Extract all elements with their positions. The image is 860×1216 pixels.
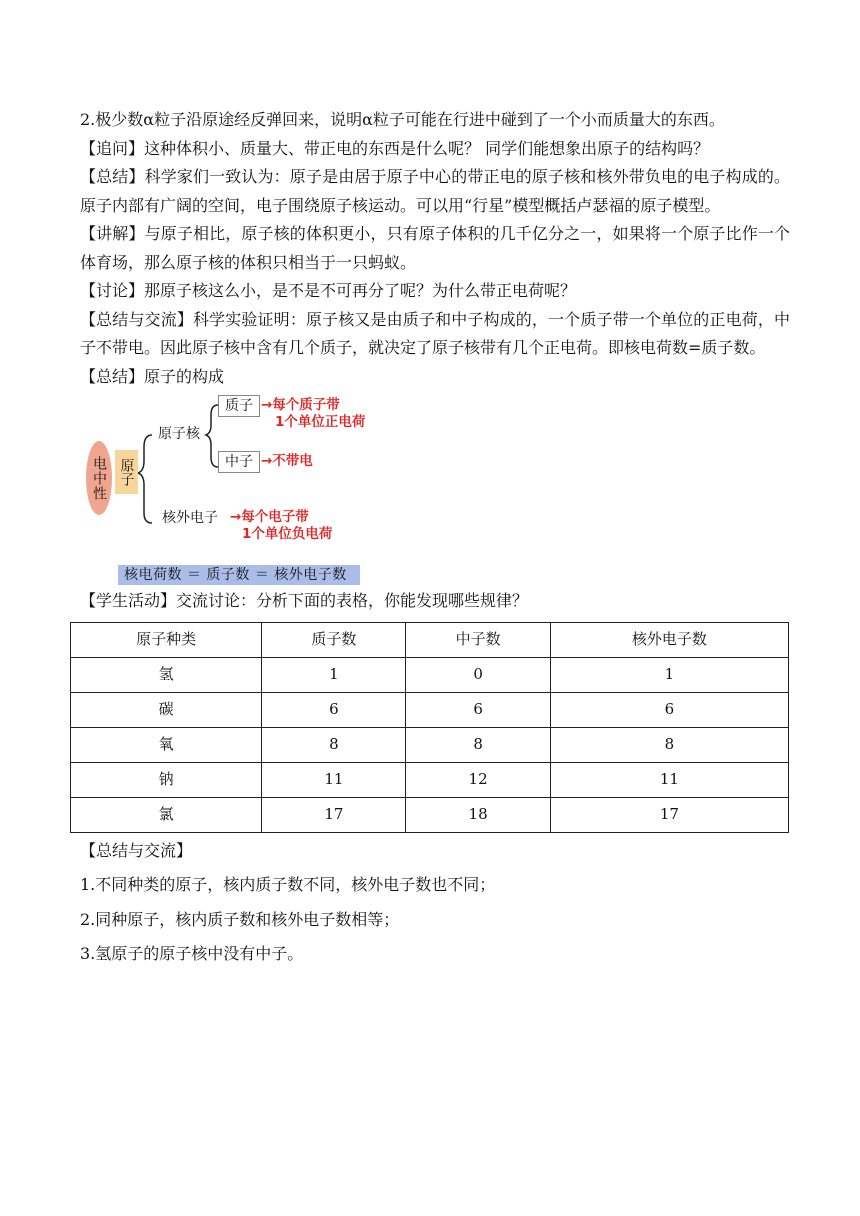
neutron-box: 中子 bbox=[218, 451, 260, 473]
table-cell: 6 bbox=[550, 692, 788, 727]
paragraph-6: 【总结与交流】科学实验证明：原子核又是由质子和中子构成的，一个质子带一个单位的正电荷，中子不带电。因此原子核中含有几个质子，就决定了原子核带有几个正电荷。即核电荷数=质子数。 bbox=[80, 309, 790, 357]
atom-structure-diagram bbox=[80, 395, 790, 585]
formula-bar: 核电荷数 ＝ 质子数 ＝ 核外电子数 bbox=[118, 565, 360, 585]
paragraph-3: 【总结】科学家们一致认为：原子是由居于原子中心的带正电的原子核和核外带负电的电子构成的。原子内部有广阔的空间，电子围绕原子核运动。可以用“行星”模型概括卢瑟福的原子模型。 bbox=[80, 167, 790, 215]
table-cell: 18 bbox=[406, 797, 550, 832]
neutron-note: →不带电 bbox=[261, 453, 313, 469]
electron-note-line1: →每个电子带 bbox=[230, 509, 309, 525]
table-cell: 碳 bbox=[71, 692, 262, 727]
tag-followup: 【追问】 bbox=[80, 138, 145, 158]
tag-explain: 【讲解】 bbox=[80, 224, 145, 243]
document-body bbox=[80, 106, 790, 969]
conclusion-item-1: 1.不同种类的原子，核内质子数不同，核外电子数也不同； bbox=[80, 875, 496, 894]
paragraph-4: 【讲解】与原子相比，原子核的体积更小，只有原子体积的几千亿分之一，如果将一个原子比作一个体育场，那么原子核的体积只相当于一只蚂蚁。 bbox=[80, 224, 790, 272]
table-cell: 8 bbox=[262, 727, 406, 762]
activity-paragraph: 【学生活动】交流讨论：分析下面的表格，你能发现哪些规律？ bbox=[80, 591, 529, 610]
tag-summary: 【总结】 bbox=[80, 366, 145, 386]
table-cell: 氧 bbox=[71, 727, 262, 762]
paragraph-2: 【追问】这种体积小、质量大、带正电的东西是什么呢？ 同学们能想象出原子的结构吗？ bbox=[80, 138, 710, 158]
table-header: 核外电子数 bbox=[550, 622, 788, 657]
table-cell: 8 bbox=[406, 727, 550, 762]
tag-activity: 【学生活动】 bbox=[80, 591, 177, 610]
table-cell: 8 bbox=[550, 727, 788, 762]
tag-summary-exchange: 【总结与交流】 bbox=[80, 309, 193, 329]
proton-box: 质子 bbox=[218, 395, 260, 417]
diagram-brackets bbox=[80, 395, 790, 585]
table-header-row bbox=[71, 622, 789, 657]
table-cell: 0 bbox=[406, 657, 550, 692]
conclusion-item-2: 2.同种原子，核内质子数和核外电子数相等； bbox=[80, 909, 400, 929]
table-cell: 1 bbox=[550, 657, 788, 692]
table-cell: 6 bbox=[406, 692, 550, 727]
conclusion-item-3: 3.氢原子的原子核中没有中子。 bbox=[80, 944, 304, 963]
table-cell: 钠 bbox=[71, 762, 262, 797]
table-cell: 12 bbox=[406, 762, 550, 797]
electron-note-line2: 1个单位负电荷 bbox=[242, 526, 333, 542]
table-row bbox=[71, 727, 789, 762]
conclusion-tag: 【总结与交流】 bbox=[80, 840, 193, 860]
table-header: 质子数 bbox=[262, 622, 406, 657]
table-cell: 6 bbox=[262, 692, 406, 727]
table-cell: 氯 bbox=[71, 797, 262, 832]
paragraph-7: 【总结】原子的构成 bbox=[80, 366, 225, 386]
tag-summary: 【总结】 bbox=[80, 167, 145, 186]
table-row bbox=[71, 657, 789, 692]
table-row bbox=[71, 762, 789, 797]
electron-label: 核外电子 bbox=[162, 510, 218, 526]
table-row bbox=[71, 692, 789, 727]
table-header: 中子数 bbox=[406, 622, 550, 657]
table-cell: 11 bbox=[550, 762, 788, 797]
tag-discuss: 【讨论】 bbox=[80, 281, 145, 300]
table-cell: 17 bbox=[262, 797, 406, 832]
atom-box: 原子 bbox=[115, 450, 138, 494]
paragraph-5: 【讨论】那原子核这么小，是不是不可再分了呢？为什么带正电荷呢？ bbox=[80, 281, 577, 300]
paragraph-1: 2.极少数α粒子沿原途经反弹回来，说明α粒子可能在行进中碰到了一个小而质量大的东西。 bbox=[80, 110, 725, 129]
nucleus-label: 原子核 bbox=[158, 426, 200, 442]
table-cell: 11 bbox=[262, 762, 406, 797]
table-cell: 17 bbox=[550, 797, 788, 832]
neutral-label: 电中性 bbox=[86, 441, 112, 515]
proton-note-line1: →每个质子带 bbox=[261, 397, 340, 413]
atom-table bbox=[70, 622, 789, 833]
table-row bbox=[71, 797, 789, 832]
table-cell: 1 bbox=[262, 657, 406, 692]
table-header: 原子种类 bbox=[71, 622, 262, 657]
proton-note-line2: 1个单位正电荷 bbox=[275, 414, 366, 430]
table-cell: 氢 bbox=[71, 657, 262, 692]
